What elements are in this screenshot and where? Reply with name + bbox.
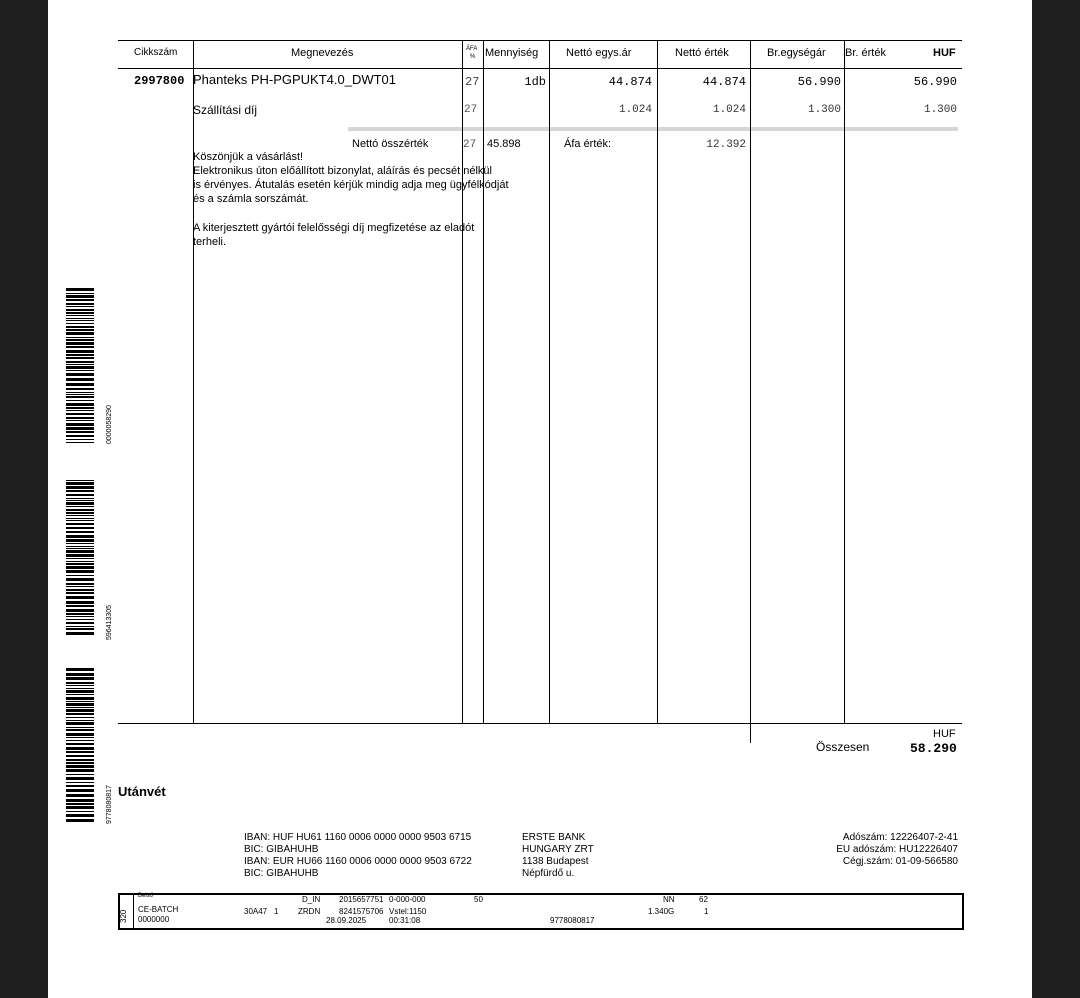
barcode-bar [66,707,94,708]
barcode-bar [66,339,94,341]
barcode-bar [66,361,94,363]
barcode-bar [66,558,94,559]
header-netto-ertek: Nettó érték [675,47,729,59]
barcode-bar [66,500,94,501]
barcode-bar [66,605,94,607]
barcode-bottom-label: 9778080817 [106,785,113,824]
barcode-bar [66,575,94,576]
barcode-bar [66,769,94,772]
barcode-bar [66,373,94,376]
barcode-bar [66,509,94,511]
barcode-bar [66,293,94,294]
barcode-bar [66,299,94,301]
barcode-bar [66,413,94,415]
footer-zeros: 0000000 [138,915,170,924]
barcode-bar [66,566,94,569]
barcode-bar [66,350,94,353]
barcode-bar [66,694,94,695]
barcode-bar [66,632,94,635]
header-megnevezes: Megnevezés [291,47,354,59]
barcode-bar [66,512,94,514]
barcode-bar [66,720,94,721]
barcode-bar [66,774,94,775]
barcode-bar [66,392,94,393]
header-afa-pct: % [470,54,476,60]
barcode-bar [66,806,94,809]
bank-accounts [244,832,472,880]
barcode-bar [66,546,94,547]
barcode-bar [66,531,94,533]
header-netto-egysar: Nettó egys.ár [566,47,632,59]
barcode-bar [66,342,94,345]
barcode-bar [66,668,94,671]
barcode-bottom [66,668,94,824]
barcode-bar [66,755,94,757]
footer-one: 1 [274,907,279,916]
cell-cikkszam: 2997800 [134,74,185,88]
bic: BIC: GIBAHUHB [244,844,319,855]
barcode-middle [66,480,94,636]
barcode-bar [66,561,94,562]
header-br-egysegar: Br.egységár [767,47,826,59]
barcode-bar [66,550,94,553]
total-label: Összesen [816,740,870,754]
barcode-bar [66,431,94,433]
footer-d-in-val: 2015657751 [339,895,384,904]
footer-belso: Belső [138,893,154,899]
footer-date: 28.09.2025 [326,916,367,925]
barcode-bar [66,320,94,321]
header-mennyiseg: Mennyiség [485,47,539,59]
total-currency: HUF [933,728,956,740]
cell-megnevezes: Phanteks PH-PGPUKT4.0_DWT01 [193,72,397,87]
barcode-bar [66,777,94,780]
summary-separator [348,127,958,131]
barcode-bar [66,315,94,316]
netto-osszertek-value: 45.898 [487,138,521,150]
barcode-bar [66,435,94,437]
barcode-bar [66,703,94,706]
barcode-bar [66,616,94,617]
barcode-bar [66,733,94,736]
cell-br-ertek: 56.990 [913,75,957,89]
barcode-bar [66,747,94,750]
barcode-bar [66,498,94,499]
barcode-bar [66,690,94,693]
note-line: Köszönjük a vásárlást! [193,151,304,163]
barcode-middle-label: 596413305 [106,604,113,640]
col-divider [844,40,845,724]
table-top-border [118,40,962,41]
barcode-bar [66,751,94,753]
barcode-bar [66,346,94,348]
barcode-bar [66,417,94,419]
barcode-bar [66,759,94,761]
notes [193,150,509,249]
barcode-bar [66,329,94,331]
barcode-bar [66,737,94,738]
barcode-bar [66,803,94,805]
bank-address-line: Népfürdő u. [522,868,575,879]
barcode-bar [66,717,94,718]
barcode-bar [66,295,94,298]
barcode-bar [66,312,94,314]
barcode-bar [66,743,94,745]
barcode-bar [66,370,94,371]
barcode-bar [66,819,94,822]
barcode-bar [66,515,94,516]
invoice-page [48,0,1032,998]
bank-name [522,832,594,880]
barcode-bar [66,697,94,700]
cell-netto-egysar: 1.024 [618,104,652,116]
footer-d-in: D_IN [302,895,321,904]
iban-eur: IBAN: EUR HU66 1160 0006 0000 0000 9503 6722 [244,856,472,867]
barcode-bar [66,794,94,797]
footer-sixty-two: 62 [699,895,708,904]
barcode-bar [66,677,94,680]
barcode-bar [66,388,94,390]
bank-address-line: 1138 Budapest [522,856,589,867]
company-ids [748,832,958,868]
bic: BIC: GIBAHUHB [244,868,319,879]
cell-afa: 27 [465,75,480,89]
barcode-bar [66,527,94,529]
payment-method: Utánvét [118,784,166,799]
barcode-bar [66,535,94,538]
barcode-bar [66,420,94,421]
barcode-bar [66,789,94,792]
barcode-bar [66,326,94,328]
barcode-bar [66,578,94,581]
barcode-bar [66,403,94,406]
barcode-bar [66,586,94,587]
cell-mennyiseg: 1db [524,75,546,89]
barcode-bar [66,722,94,725]
barcode-bar [66,410,94,411]
header-bottom-border [118,68,962,69]
barcode-bar [66,609,94,612]
barcode-bar [66,811,94,812]
barcode-bar [66,554,94,557]
barcode-bar [66,407,94,409]
col-divider [483,40,484,724]
note-line: terheli. [193,236,227,248]
footer-ce-batch: CE-BATCH [138,905,179,914]
barcode-bar [66,727,94,728]
col-divider [549,40,550,724]
footer-zrdn: ZRDN [298,907,321,916]
iban-huf: IBAN: HUF HU61 1160 0006 0000 0000 9503 6715 [244,832,472,843]
barcode-bar [66,442,94,443]
cell-br-egysegar: 56.990 [797,75,841,89]
barcode-bar [66,613,94,615]
barcode-bar [66,337,94,338]
afa-ertek-label: Áfa érték: [564,138,612,150]
barcode-bar [66,628,94,630]
cell-netto-ertek: 1.024 [712,104,746,116]
note-line: A kiterjesztett gyártói felelősségi díj megfizetése az eladót [193,222,475,234]
footer-range: 0-000-000 [389,895,426,904]
footer-box-divider [133,895,134,928]
bank-name-line: ERSTE BANK [522,832,586,843]
barcode-bar [66,427,94,430]
barcode-bar [66,701,94,702]
footer-fifty: 50 [474,895,483,904]
barcode-bar [66,482,94,485]
col-divider [193,40,194,724]
barcode-top [66,288,94,444]
barcode-bar [66,685,94,686]
footer-weight: 1.340G [648,907,675,916]
barcode-bar [66,601,94,604]
footer-one-b: 1 [704,907,709,916]
barcode-bar [66,596,94,599]
note-line: és a számla sorszámát. [193,193,309,205]
cegjegyzek: Cégj.szám: 01-09-566580 [842,856,958,867]
barcode-bar [66,729,94,731]
barcode-bar [66,619,94,620]
barcode-bar [66,306,94,307]
barcode-bar [66,622,94,624]
afa-ertek-value: 12.392 [706,139,746,151]
barcode-bar [66,494,94,496]
netto-osszertek-label: Nettó összérték [352,138,429,150]
barcode-bar [66,682,94,684]
barcode-bar [66,354,94,356]
barcode-bar [66,502,94,505]
barcode-bar [66,378,94,381]
barcode-bar [66,383,94,386]
cell-netto-ertek: 44.874 [702,75,746,89]
barcode-bar [66,762,94,764]
header-currency: HUF [933,47,956,59]
barcode-bar [66,490,94,492]
footer-side: 320 [119,909,128,923]
barcode-bar [66,523,94,525]
barcode-bar [66,563,94,565]
barcode-bar [66,506,94,507]
barcode-bar [66,364,94,365]
barcode-bar [66,592,94,594]
footer-vstel: Vstel:1150 [389,907,427,916]
footer-zrdn-val: 8241575706 [339,907,384,916]
barcode-bar [66,709,94,712]
header-afa: ÁFA [466,46,478,52]
footer-nn: NN [663,895,675,904]
note-line: Elektronikus úton előállított bizonylat, aláírás és pecsét nélkül [193,165,492,177]
footer-time: 00:31:08 [389,916,421,925]
barcode-bar [66,673,94,676]
barcode-bar [66,814,94,817]
barcode-bar [66,782,94,783]
barcode-bar [66,765,94,768]
header-br-ertek: Br. érték [845,47,886,59]
barcode-bar [66,366,94,369]
barcode-bar [66,785,94,787]
barcode-bar [66,303,94,305]
barcode-bar [66,589,94,591]
cell-afa: 27 [464,104,478,116]
total-value: 58.290 [910,741,957,756]
barcode-bar [66,518,94,519]
adoszam: Adószám: 12226407-2-41 [842,832,958,843]
barcode-bar [66,688,94,689]
cell-br-ertek: 1.300 [923,104,957,116]
table-bottom-border [118,723,962,724]
barcode-bar [66,357,94,359]
barcode-bar [66,520,94,521]
eu-adoszam: EU adószám: HU12226407 [836,844,958,855]
barcode-bar [66,570,94,573]
barcode-bar [66,539,94,542]
barcode-bar [66,394,94,395]
cell-netto-egysar: 44.874 [608,75,652,89]
barcode-bar [66,318,94,319]
barcode-bar [66,548,94,549]
summary-afa: 27 [463,139,477,151]
barcode-bar [66,288,94,291]
note-line: is érvényes. Átutalás esetén kérjük mindig adja meg ügyfélkódját [193,179,509,191]
barcode-bar [66,423,94,426]
cell-br-egysegar: 1.300 [807,104,841,116]
footer-code: 30A47 [244,907,268,916]
barcode-bar [66,323,94,324]
header-cikkszam: Cikkszám [134,47,178,58]
barcode-bar [66,799,94,802]
barcode-bar [66,740,94,741]
barcode-bar [66,583,94,585]
bank-name-line: HUNGARY ZRT [522,844,594,855]
barcode-bar [66,480,94,481]
barcode-bar [66,439,94,440]
barcode-bar [66,626,94,627]
barcode-bar [66,486,94,489]
barcode-top-label: 0000058290 [106,405,113,444]
barcode-bar [66,396,94,398]
barcode-bar [66,309,94,311]
barcode-bar [66,713,94,715]
cell-megnevezes: Szállítási díj [193,103,258,117]
barcode-bar [66,543,94,544]
barcode-bar [66,400,94,401]
barcode-bar [66,332,94,335]
col-divider [750,40,751,743]
footer-barcode-no: 9778080817 [550,916,595,925]
